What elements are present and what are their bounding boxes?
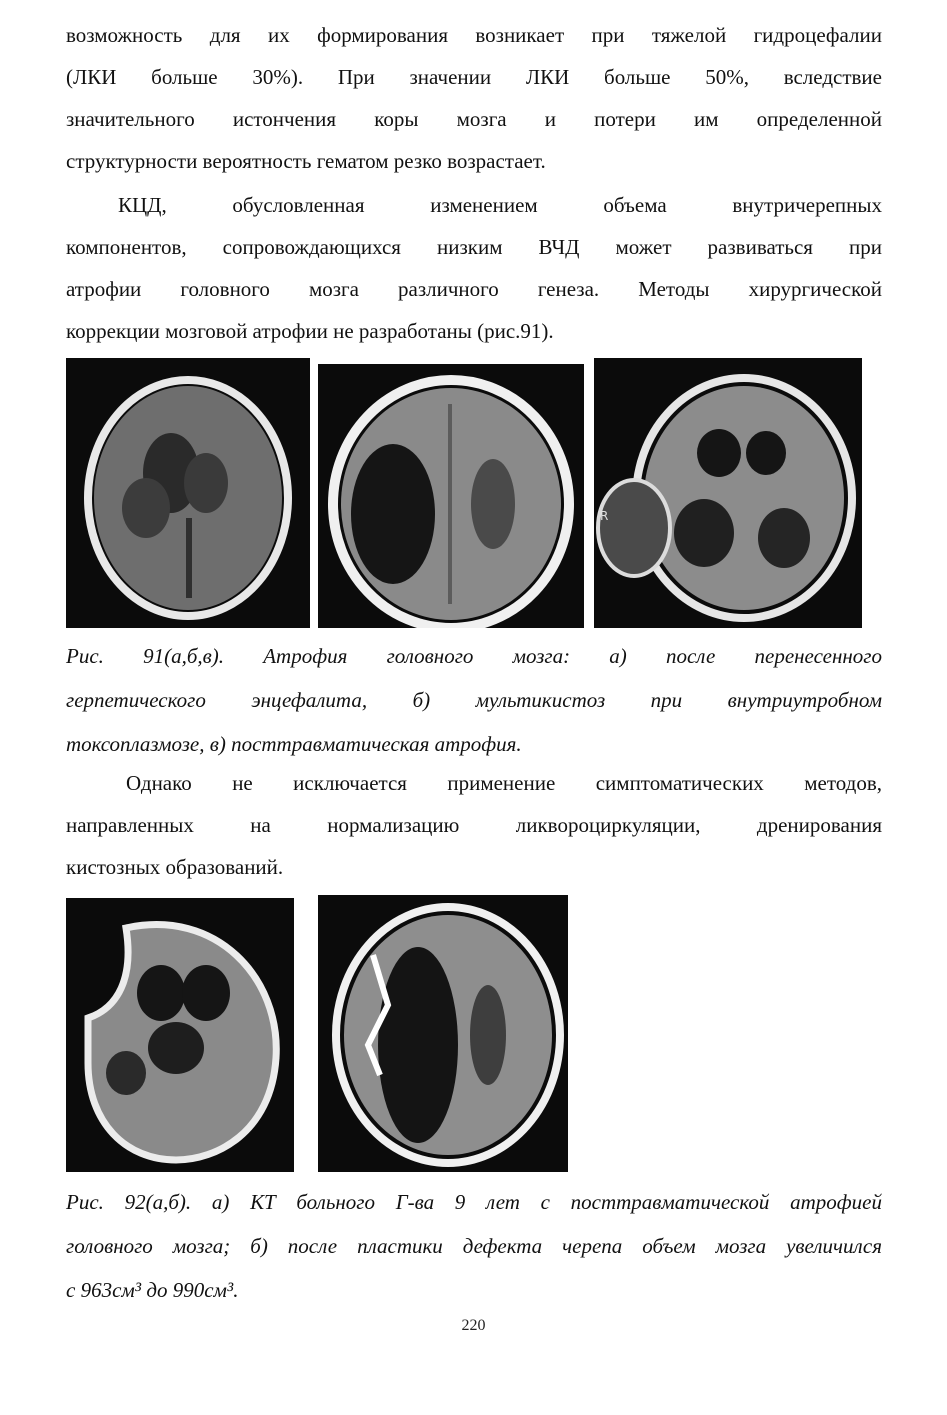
ct-scan-91v <box>594 358 862 628</box>
page-number: 220 <box>461 1317 486 1334</box>
ct-scan-92a <box>66 898 294 1172</box>
caption-line: Рис. 91(а,б,в). Атрофия головного мозга: а) после перенесенного <box>66 644 882 668</box>
paragraph-line: значительного истончения коры мозга и потери им определенной <box>66 107 882 131</box>
ct-scan-91a <box>66 358 310 628</box>
caption-line: токсоплазмозе, в) посттравматическая атрофия. <box>66 732 522 756</box>
paragraph-line: Однако не исключается применение симптоматических методов, <box>126 771 882 795</box>
paragraph-3 <box>66 762 882 888</box>
paragraph-line: возможность для их формирования возникает при тяжелой гидроцефалии <box>66 23 882 47</box>
paragraph-line: структурности вероятность гематом резко возрастает. <box>66 149 546 173</box>
caption-line: Рис. 92(а,б). а) КТ больного Г-ва 9 лет с посттравматической атрофией <box>66 1190 882 1214</box>
paragraph-line: (ЛКИ больше 30%). При значении ЛКИ больше 50%, вследствие <box>66 65 882 89</box>
paragraph-line: атрофии головного мозга различного генеза. Методы хирургической <box>66 277 882 301</box>
paragraph-1 <box>66 14 882 182</box>
paragraph-2 <box>66 184 882 352</box>
svg-text:R: R <box>600 509 609 523</box>
ct-scan-92b <box>318 895 568 1172</box>
figure-91-caption <box>66 634 882 766</box>
ct-scan-91b <box>318 364 584 628</box>
caption-line: герпетического энцефалита, б) мультикистоз при внутриутробном <box>66 688 882 712</box>
caption-line: головного мозга; б) после пластики дефекта черепа объем мозга увеличился <box>66 1234 882 1258</box>
figure-92-caption <box>66 1180 882 1312</box>
paragraph-line: компонентов, сопровождающихся низким ВЧД может развиваться при <box>66 235 882 259</box>
paragraph-line: КЦД, обусловленная изменением объема внутричерепных <box>118 193 882 217</box>
paragraph-line: кистозных образований. <box>66 855 284 879</box>
paragraph-line: коррекции мозговой атрофии не разработаны (рис.91). <box>66 319 554 343</box>
paragraph-line: направленных на нормализацию ликвороциркуляции, дренирования <box>66 813 882 837</box>
caption-line: с 963см³ до 990см³. <box>66 1278 239 1302</box>
